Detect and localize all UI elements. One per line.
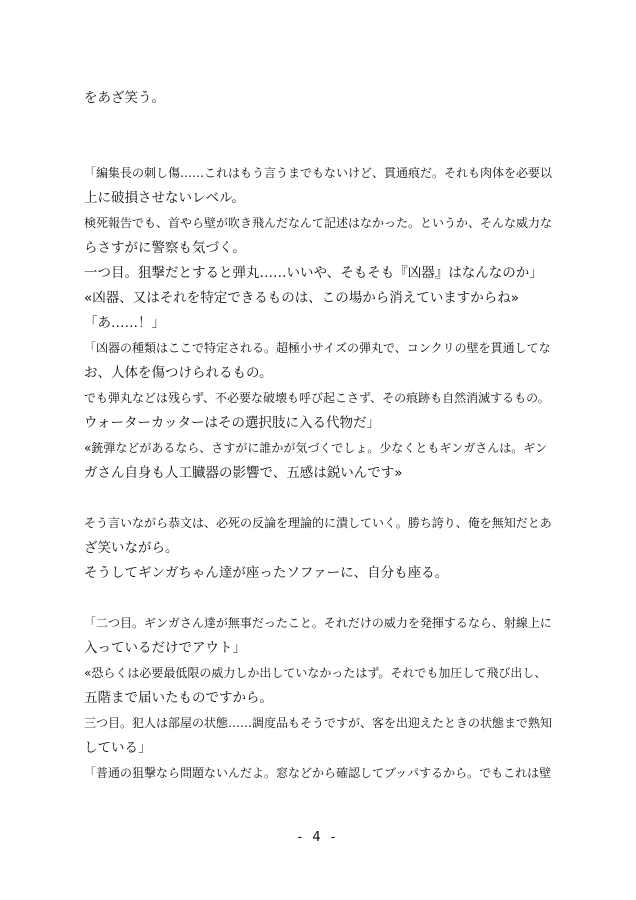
text-line: ガさん自身も人工臓器の影響で、五感は鋭いんです» xyxy=(84,465,403,481)
text-line: 「普通の狙撃なら問題ないんだよ。窓などから確認してブッパするから。でもこれは壁 xyxy=(84,766,552,780)
text-line: そう言いながら恭文は、必死の反論を理論的に潰していく。勝ち誇り、俺を無知だとあ xyxy=(84,516,552,530)
text-line: 三つ目。犯人は部屋の状態……調度品もそうですが、客を出迎えたときの状態まで熟知 xyxy=(84,716,553,730)
text-line: 一つ目。狙撃だとすると弾丸……いいや、そもそも『凶器』はなんなのか」 xyxy=(84,265,543,281)
text-line: している」 xyxy=(84,740,152,756)
text-line: 上に破損させないレベル。 xyxy=(84,190,245,206)
text-line: ウォーターカッターはその選択肢に入る代物だ」 xyxy=(84,415,381,431)
body-text xyxy=(84,86,554,786)
text-line: 「二つ目。ギンガさん達が無事だったこと。それだけの威力を発揮するなら、射線上に xyxy=(84,616,552,630)
blank-line xyxy=(84,111,554,136)
text-line: 入っているだけでアウト」 xyxy=(84,640,246,656)
text-line: 五階まで届いたものですから。 xyxy=(84,690,273,706)
text-line: をあざ笑う。 xyxy=(84,90,165,106)
text-line: «凶器、又はそれを特定できるものは、この場から消えていますからね» xyxy=(84,290,520,306)
page-number: - 4 - xyxy=(297,830,339,845)
text-line: でも弾丸などは残らず、不必要な破壊も呼び起こさず、その痕跡も自然消滅するもの。 xyxy=(84,391,550,405)
text-line: «銃弾などがあるなら、さすがに誰かが気づくでしょ。少なくともギンガさんは。ギン xyxy=(84,441,548,455)
text-line: 検死報告でも、首やら壁が吹き飛んだなんて記述はなかった。というか、そんな威力な xyxy=(84,216,553,230)
text-line: 「編集長の刺し傷……これはもう言うまでもないけど、貫通痕だ。それも肉体を必要以 xyxy=(84,166,553,180)
blank-line xyxy=(84,136,554,161)
blank-line xyxy=(84,586,554,611)
blank-line xyxy=(84,486,554,511)
text-line: らさすがに警察も気づく。 xyxy=(84,240,246,256)
text-line: 「あ……！」 xyxy=(84,315,165,331)
text-line: «恐らくは必要最低限の威力しか出していなかったはず。それでも加圧して飛び出し、 xyxy=(84,666,547,680)
text-line: ざ笑いながら。 xyxy=(84,540,179,556)
text-line: 「凶器の種類はここで特定される。超極小サイズの弾丸で、コンクリの壁を貫通してな xyxy=(84,341,551,355)
text-line: お、人体を傷つけられるもの。 xyxy=(84,365,273,381)
text-line: そうしてギンガちゃん達が座ったソファーに、自分も座る。 xyxy=(84,565,449,581)
